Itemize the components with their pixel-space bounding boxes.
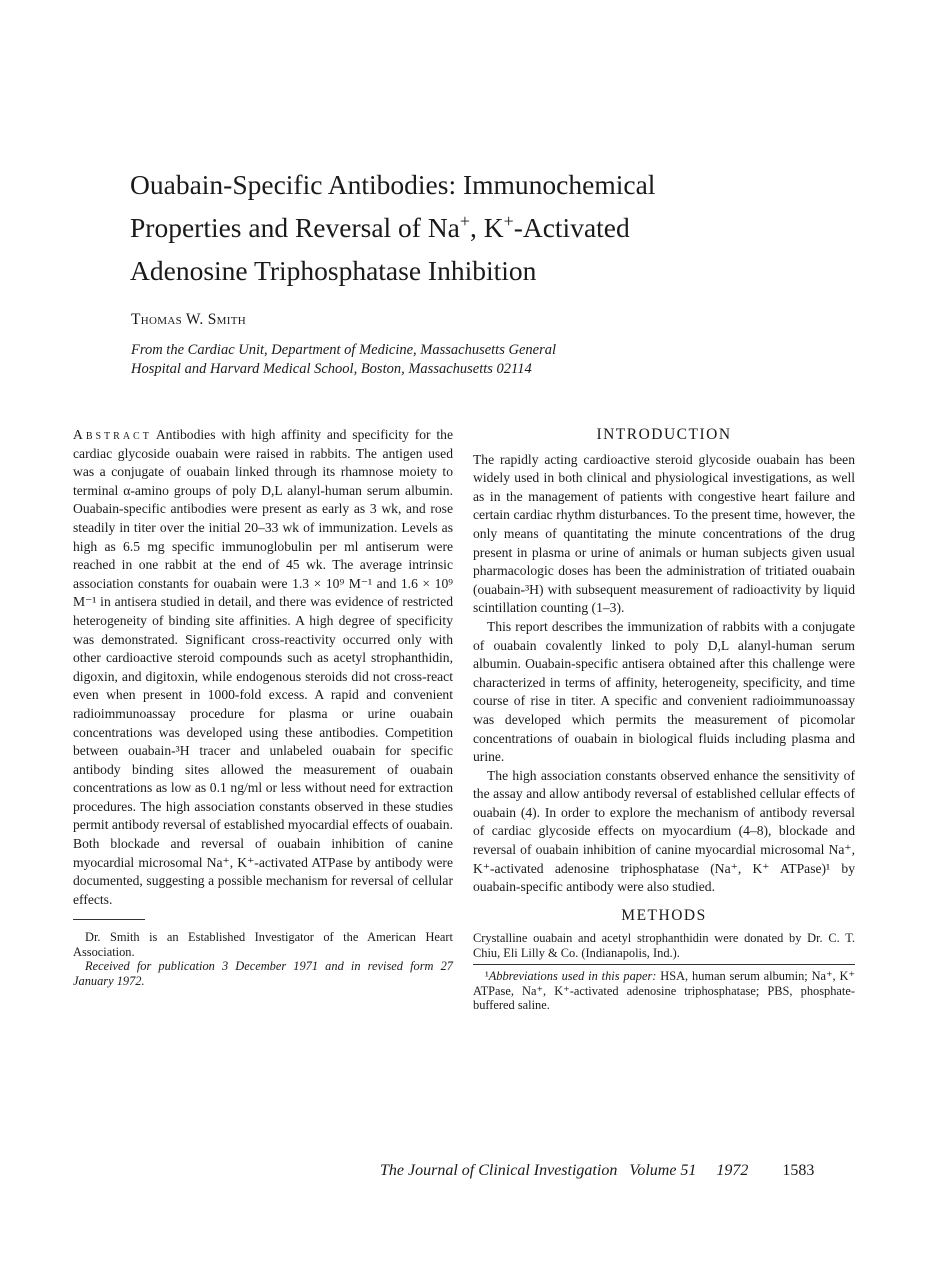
- right-column: [473, 426, 855, 1013]
- article-title: [130, 163, 750, 292]
- introduction-heading: INTRODUCTION: [596, 426, 732, 443]
- journal-year: 1972: [716, 1162, 749, 1179]
- running-footer: [380, 1162, 814, 1180]
- methods-paragraph-1: Crystalline ouabain and acetyl strophanthidin were donated by Dr. C. T. Chiu, Eli Lilly & Co. (Indianapolis, Ind.).: [473, 931, 855, 960]
- affiliation-line-2: Hospital and Harvard Medical School, Boston, Massachusetts 02114: [131, 361, 532, 377]
- page-number: 1583: [782, 1162, 815, 1179]
- affiliation: [131, 341, 751, 379]
- methods-heading: METHODS: [621, 906, 707, 924]
- abbreviations-text: HSA, human serum albumin; Na⁺, K⁺ ATPase, Na⁺, K⁺-activated adenosine triphosphatase; PBS, phosphate-buffered saline.: [473, 969, 855, 1013]
- affiliation-line-1: From the Cardiac Unit, Department of Medicine, Massachusetts General: [131, 342, 556, 358]
- abbreviations-divider: [473, 964, 855, 965]
- abstract: [73, 426, 453, 909]
- received-note: Received for publication 3 December 1971 and in revised form 27 January 1972.: [73, 959, 453, 988]
- title-line-3: Adenosine Triphosphatase Inhibition: [130, 255, 537, 286]
- abstract-text: Antibodies with high affinity and specificity for the cardiac glycoside ouabain were raised in rabbits. The antigen used was a conjugate of ouabain linked through its rhamnose moiety to terminal α-amino groups of poly D,L alanyl-human serum albumin. Ouabain-specific antibodies were present as early as 3 wk, and rose steadily in titer over the initial 20–33 wk of immunization. Levels as high as 6.5 mg specific immunoglobulin per ml antiserum were reached in one rabbit at the end of 45 wk. The average intrinsic association constants for ouabain were 1.3 × 10⁹ M⁻¹ and 1.6 × 10⁹ M⁻¹ in antisera studied in detail, and there was evidence of restricted heterogeneity of binding site affinities. A high degree of specificity was demonstrated. Significant cross-reactivity occurred only with other cardioactive steroid compounds such as acetyl strophanthidin, digoxin, and digitoxin, while endogenous steroids did not cross-react even when present in 1000-fold excess. A rapid and convenient radioimmunoassay procedure for plasma or urine ouabain concentrations was developed using these antibodies. Competition between ouabain-³H tracer and unlabeled ouabain for specific antibody binding sites allowed the measurement of ouabain concentrations as low as 0.1 ng/ml or less without need for extraction procedures. The high association constants observed in these studies permit antibody reversal of established myocardial effects of ouabain. Both blockade and reversal of ouabain inhibition of canine myocardial microsomal Na⁺, K⁺-activated ATPase by antibody were documented, suggesting a possible mechanism for reversal of cellular effects.: [73, 427, 453, 907]
- author-name: Thomas W. Smith: [131, 311, 246, 328]
- abbreviations-footnote: [473, 969, 855, 1013]
- investigator-note: Dr. Smith is an Established Investigator of the American Heart Association.: [73, 930, 453, 959]
- abbreviations-label: Abbreviations used in this paper:: [488, 969, 657, 984]
- journal-volume: Volume 51: [629, 1162, 697, 1179]
- footnotes: [73, 930, 453, 988]
- title-line-2: Properties and Reversal of Na+, K+-Activated: [130, 210, 630, 243]
- abstract-label: Abstract: [73, 427, 152, 442]
- journal-name: The Journal of Clinical Investigation: [380, 1162, 618, 1179]
- intro-paragraph-2: This report describes the immunization of rabbits with a conjugate of ouabain covalently linked to poly D,L alanyl-human serum albumin. Ouabain-specific antisera obtained after this challenge were characterized in terms of affinity, heterogeneity, specificity, and time course of rise in titer. A specific and convenient radioimmunoassay was developed which permits the measurement of picomolar concentrations of ouabain in biological fluids including plasma and urine.: [473, 618, 855, 765]
- intro-paragraph-3: The high association constants observed enhance the sensitivity of the assay and allow antibody reversal of established cellular effects of ouabain (4). In order to explore the mechanism of antibody reversal of cardiac glycoside effects on myocardium (4–8), blockade and reversal of ouabain inhibition of canine myocardial microsomal Na⁺, K⁺-activated adenosine triphosphatase (Na⁺, K⁺ ATPase)¹ by ouabain-specific antibody were also studied.: [473, 767, 855, 895]
- title-line-1: Ouabain-Specific Antibodies: Immunochemical: [130, 169, 656, 200]
- abbreviations-marker: ¹: [485, 969, 489, 984]
- footnote-divider: [73, 919, 145, 920]
- intro-paragraph-1: The rapidly acting cardioactive steroid glycoside ouabain has been widely used in both clinical and physiological investigations, as well as in the management of patients with congestive heart failure and certain cardiac rhythm disturbances. To the present time, however, the only means of quantitating the minute concentrations of the drug present in plasma or urine of animals or human subjects given usual pharmacologic doses has been the administration of tritiated ouabain (ouabain-³H) with subsequent measurement of radioactivity by liquid scintillation counting (1–3).: [473, 451, 855, 616]
- left-column: [73, 426, 453, 988]
